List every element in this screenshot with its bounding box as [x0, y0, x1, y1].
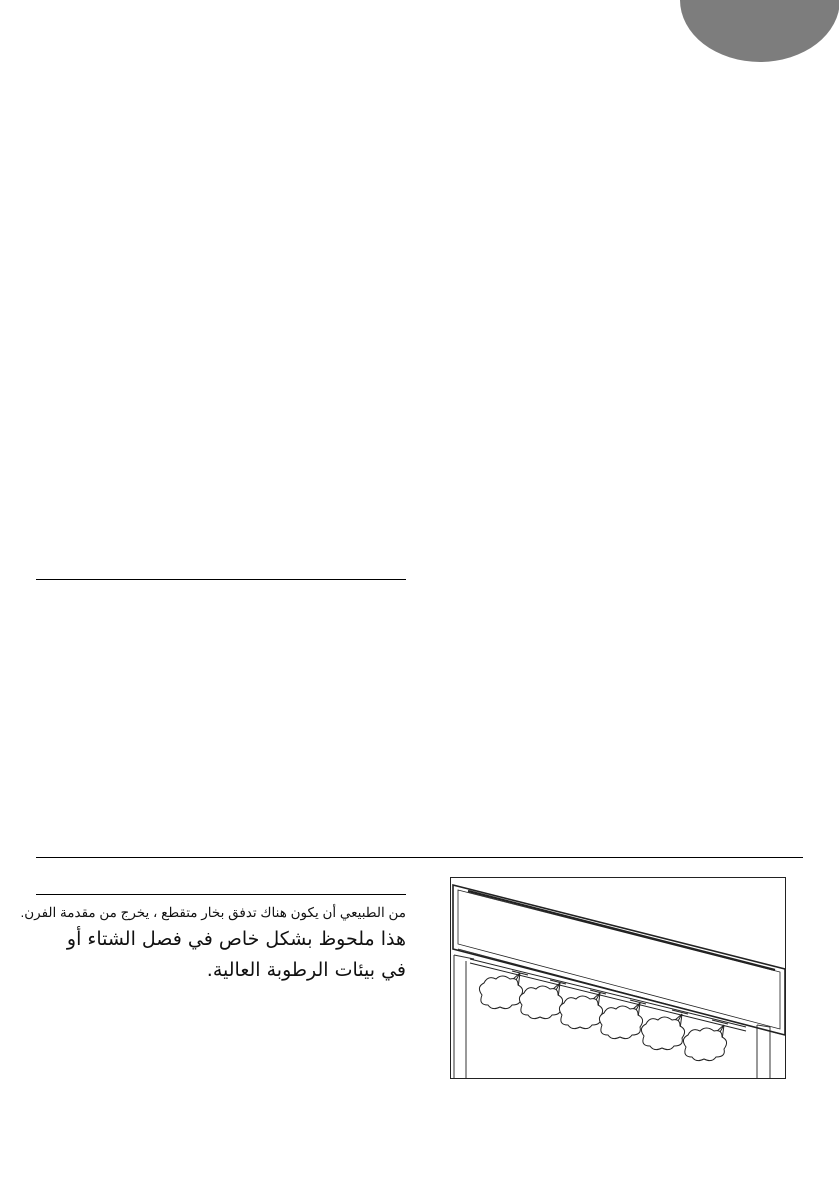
- note-text-large: هذا ملحوظ بشكل خاص في فصل الشتاء أو في بيئات الرطوبة العالية.: [66, 928, 406, 981]
- steam-note: [20, 902, 406, 986]
- divider-line: [36, 894, 406, 895]
- oven-steam-illustration: [450, 877, 786, 1079]
- note-text-small: من الطبيعي أن يكون هناك تدفق بخار متقطع ، يخرج من مقدمة الفرن.: [20, 905, 406, 920]
- divider-line: [36, 579, 406, 580]
- page-section-tab: [680, 0, 839, 62]
- divider-line: [36, 857, 803, 858]
